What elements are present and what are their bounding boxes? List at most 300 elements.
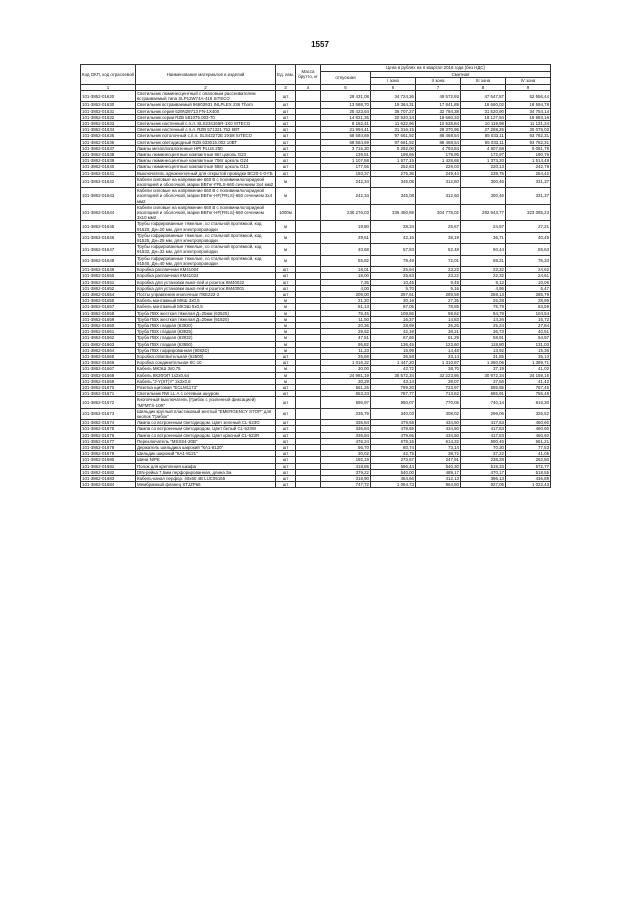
row-code: 101-3862-01666 <box>81 360 136 366</box>
row-zone1-price: 20 920,24 <box>371 114 416 120</box>
row-release-price: 13 588,70 <box>321 102 371 108</box>
row-release-price: 68 584,69 <box>321 139 371 145</box>
column-number: 1 <box>81 84 136 91</box>
table-row <box>81 204 551 221</box>
row-zone1-price: 16,37 <box>371 316 416 322</box>
row-name: Светильник светодиодный RZB 633016.002 10ВТ <box>136 139 276 145</box>
row-zone1-price: 34 724,36 <box>371 91 416 102</box>
row-name: Трубы гофрированные тяжелые, со стальной протяжкой, код 91525, Дн=25 мм, для электропроводки <box>136 232 276 243</box>
row-zone4-price: 262,80 <box>506 457 551 463</box>
row-unit: шт <box>276 432 296 438</box>
row-zone2-price: 25,67 <box>416 221 461 232</box>
row-release-price: 418,85 <box>321 463 371 469</box>
row-zone4-price: 30 075,03 <box>506 127 551 133</box>
row-code: 101-3862-01630 <box>81 102 136 108</box>
row-zone2-price: 304 779,02 <box>416 204 461 221</box>
row-code: 101-3862-01632 <box>81 114 136 120</box>
row-unit: м <box>276 366 296 372</box>
row-unit: шт <box>276 285 296 291</box>
row-zone1-price: 540,00 <box>371 469 416 475</box>
row-zone3-price: 85 033,11 <box>461 139 506 145</box>
row-code: 101-3862-01684 <box>81 482 136 488</box>
table-row <box>81 397 551 408</box>
header-zone4: IV зона <box>506 78 551 85</box>
row-unit: м <box>276 244 296 255</box>
header-zone3: III зона <box>461 78 506 85</box>
row-release-price: 1 107,58 <box>321 158 371 164</box>
row-zone2-price: 229,03 <box>416 164 461 170</box>
row-name: Светильник люминесцентный с опаловым рассеивателем встраиваемый типа SLP12W74A-418 SITECO <box>136 91 276 102</box>
row-unit: м <box>276 316 296 322</box>
row-code: 101-3862-01636 <box>81 139 136 145</box>
row-zone4-price: 11 131,24 <box>506 121 551 127</box>
row-zone1-price: 1 577,15 <box>371 158 416 164</box>
row-code: 101-3862-01658 <box>81 310 136 316</box>
row-zone4-price: 40,51 <box>506 329 551 335</box>
row-zone2-price: 52,48 <box>416 244 461 255</box>
row-unit: шт <box>276 139 296 145</box>
row-zone3-price: 22,32 <box>461 273 506 279</box>
row-release-price: 18,00 <box>321 273 371 279</box>
row-unit: шт <box>276 102 296 108</box>
row-code: 101-3862-01645 <box>81 221 136 232</box>
row-zone3-price: 292 943,77 <box>461 204 506 221</box>
row-zone4-price: 18 594,78 <box>506 102 551 108</box>
row-zone1-price: 36 707,27 <box>371 108 416 114</box>
row-code: 101-3862-01638 <box>81 152 136 158</box>
row-zone4-price: 10,06 <box>506 279 551 285</box>
row-zone1-price: 252,83 <box>371 164 416 170</box>
header-release: отпускная <box>321 71 371 84</box>
row-zone1-price: 336 450,69 <box>371 204 416 221</box>
column-number: 2 <box>136 84 276 91</box>
header-unit: Ед. изм. <box>276 65 296 85</box>
row-zone4-price: 77,53 <box>506 444 551 450</box>
row-release-price: 7,35 <box>321 279 371 285</box>
row-name: Полок для крепления шкафа <box>136 463 276 469</box>
row-zone4-price: 572,77 <box>506 463 551 469</box>
row-zone1-price: 97 661,92 <box>371 133 416 139</box>
row-zone1-price: 43,14 <box>371 378 416 384</box>
row-unit: м <box>276 322 296 328</box>
row-zone4-price: 518,55 <box>506 469 551 475</box>
row-name: Кабель-канал перфор. 40х60 4В LUC05165 <box>136 476 276 482</box>
row-code: 101-3862-01669 <box>81 378 136 384</box>
row-unit: шт <box>276 145 296 151</box>
row-unit: м <box>276 298 296 304</box>
row-name: Трубы гофрированные тяжелые, со стальной протяжкой, код 91532, Дн=32 мм, для электропроводки <box>136 244 276 255</box>
row-release-price: 236 276,03 <box>321 204 371 221</box>
row-name: Светильник RW LL А с сетевым шнуром <box>136 391 276 397</box>
row-zone2-price: 1 428,68 <box>416 158 461 164</box>
row-unit: шт <box>276 127 296 133</box>
row-zone2-price: 312,60 <box>416 188 461 205</box>
row-zone3-price: 172,97 <box>461 152 506 158</box>
table-row <box>81 91 551 102</box>
row-release-price: 236,79 <box>321 408 371 419</box>
row-zone2-price: 434,50 <box>416 432 461 438</box>
row-release-price: 4,00 <box>321 285 371 291</box>
row-zone1-price: 42,72 <box>371 366 416 372</box>
row-zone4-price: 323 085,23 <box>506 204 551 221</box>
row-name: Светильник настенный с.п.л. SLS234165R-1X0 SITECO <box>136 121 276 127</box>
row-name: Коробка для установки выкл-лей и розеток КМ40022 <box>136 279 276 285</box>
row-zone2-price: 249,44 <box>416 170 461 176</box>
row-unit: м <box>276 310 296 316</box>
row-name: Коробка распаечная КМ41024 <box>136 273 276 279</box>
row-zone3-price: 85 033,11 <box>461 133 506 139</box>
row-name: Розетка щитовая "ECLM1173" <box>136 384 276 390</box>
row-code: 101-3862-01648 <box>81 255 136 266</box>
row-zone1-price: 678,15 <box>371 438 416 444</box>
row-zone4-price: 15,36 <box>506 347 551 353</box>
row-zone4-price: 27,84 <box>506 322 551 328</box>
row-unit: м <box>276 378 296 384</box>
row-zone4-price: 1 022,43 <box>506 482 551 488</box>
row-zone2-price: 123,60 <box>416 341 461 347</box>
column-number: 9 <box>506 84 551 91</box>
row-code: 101-3862-01657 <box>81 304 136 310</box>
row-code: 101-3862-01678 <box>81 444 136 450</box>
row-name: Шильдик круглый пластиковый желтый "EMERGENCY STOP" для кнопок "Грибок" <box>136 408 276 419</box>
header-price-group: Цена в рублях на II квартал 2016 года (без НДС) <box>321 65 551 72</box>
row-mass <box>296 176 321 187</box>
row-release-price: 30,29 <box>321 378 371 384</box>
row-zone4-price: 19 993,16 <box>506 114 551 120</box>
row-code: 101-3862-01665 <box>81 353 136 359</box>
row-release-price: 28 431,08 <box>321 91 371 102</box>
header-zone2: II зона <box>416 78 461 85</box>
row-zone3-price: 18 127,94 <box>461 114 506 120</box>
row-zone4-price: 1 389,71 <box>506 360 551 366</box>
row-zone1-price: 42,75 <box>371 451 416 457</box>
row-zone4-price: 93 782,31 <box>506 133 551 139</box>
row-zone1-price: 787,77 <box>371 391 416 397</box>
row-zone3-price: 37,19 <box>461 366 506 372</box>
row-code: 101-3862-01643 <box>81 188 136 205</box>
row-zone4-price: 34 754,14 <box>506 108 551 114</box>
row-zone2-price: 770,05 <box>416 397 461 408</box>
row-zone2-price: 5,16 <box>416 285 461 291</box>
row-release-price: 47,51 <box>321 335 371 341</box>
row-release-price: 747,72 <box>321 482 371 488</box>
row-zone4-price: 27,21 <box>506 221 551 232</box>
column-number: 8 <box>461 84 506 91</box>
row-zone2-price: 72,01 <box>416 255 461 266</box>
row-release-price: 24 981,19 <box>321 372 371 378</box>
row-zone3-price: 37,56 <box>461 378 506 384</box>
row-zone3-price: 4,96 <box>461 285 506 291</box>
row-zone2-price: 61,29 <box>416 335 461 341</box>
row-release-price: 336,84 <box>321 420 371 426</box>
row-zone1-price: 345,08 <box>371 176 416 187</box>
row-name: Светильник серии RZB 581075.003-70 <box>136 114 276 120</box>
row-zone4-price: 93 782,31 <box>506 139 551 145</box>
row-release-price: 553,23 <box>321 391 371 397</box>
row-zone4-price: 326,52 <box>506 408 551 419</box>
row-unit: м <box>276 341 296 347</box>
row-zone1-price: 15,99 <box>371 347 416 353</box>
row-zone2-price: 312,60 <box>416 176 461 187</box>
row-mass <box>296 244 321 255</box>
row-name: Кабели силовые на напряжение 660 В с поливинилхлоридной изоляцией и оболочкой, марки ВВГнг-HF(FRLS)-660 сечением 3х4 мм2 <box>136 188 276 205</box>
row-mass <box>296 204 321 221</box>
row-zone3-price: 36,71 <box>461 232 506 243</box>
row-zone3-price: 58,91 <box>461 335 506 341</box>
row-code: 101-3862-01683 <box>81 476 136 482</box>
row-zone3-price: 396,13 <box>461 476 506 482</box>
row-zone1-price: 11 622,96 <box>371 121 416 127</box>
row-zone2-price: 23,23 <box>416 267 461 273</box>
row-zone2-price: 614,32 <box>416 438 461 444</box>
row-zone3-price: 94,79 <box>461 310 506 316</box>
row-zone4-price: 460,60 <box>506 426 551 432</box>
row-code: 101-3862-01631 <box>81 108 136 114</box>
row-zone4-price: 756,48 <box>506 391 551 397</box>
row-code: 101-3862-01655 <box>81 298 136 304</box>
row-unit: шт <box>276 391 296 397</box>
row-zone4-price: 64,97 <box>506 335 551 341</box>
row-zone1-price: 80,74 <box>371 444 416 450</box>
header-estimate: Сметная <box>371 71 551 78</box>
row-unit: шт <box>276 158 296 164</box>
row-release-price: 30,02 <box>321 451 371 457</box>
row-release-price: 1 016,32 <box>321 360 371 366</box>
row-zone1-price: 850,07 <box>371 397 416 408</box>
row-unit: 1000м <box>276 204 296 221</box>
row-zone4-price: 24,62 <box>506 267 551 273</box>
row-zone2-price: 38,19 <box>416 232 461 243</box>
row-release-price: 61,13 <box>321 304 371 310</box>
row-zone1-price: 479,65 <box>371 426 416 432</box>
row-zone4-price: 35,13 <box>506 353 551 359</box>
row-zone1-price: 79,49 <box>371 255 416 266</box>
row-code: 101-3862-01639 <box>81 158 136 164</box>
row-zone1-price: 25,64 <box>371 267 416 273</box>
row-zone3-price: 24,67 <box>461 221 506 232</box>
row-unit: шт <box>276 476 296 482</box>
row-zone2-price: 9,49 <box>416 279 461 285</box>
row-code: 101-3862-01647 <box>81 244 136 255</box>
row-unit: шт <box>276 397 296 408</box>
table-row <box>81 408 551 419</box>
row-zone4-price: 460,60 <box>506 420 551 426</box>
row-name: Труба ПВХ гофрированная (9082D) <box>136 347 276 353</box>
row-zone3-price: 13,92 <box>461 347 506 353</box>
row-name: Лампы люминесцентные компактные 58вт цоколь G13 <box>136 164 276 170</box>
row-code: 101-3862-01637 <box>81 145 136 151</box>
header-zone1: I зона <box>371 78 416 85</box>
row-zone3-price: 239,75 <box>461 170 506 176</box>
row-release-price: 29,62 <box>321 329 371 335</box>
table-row <box>81 244 551 255</box>
row-zone2-price: 713,62 <box>416 391 461 397</box>
row-zone1-price: 87,05 <box>371 304 416 310</box>
row-unit: шт <box>276 164 296 170</box>
row-code: 101-3862-01659 <box>81 316 136 322</box>
row-zone1-price: 454,66 <box>371 476 416 482</box>
row-release-price: 192,19 <box>321 457 371 463</box>
row-unit: м <box>276 335 296 341</box>
row-code: 101-3862-01673 <box>81 408 136 419</box>
row-zone4-price: 436,89 <box>506 476 551 482</box>
row-unit: м <box>276 176 296 187</box>
row-release-price: 139,51 <box>321 152 371 158</box>
row-zone1-price: 479,65 <box>371 432 416 438</box>
row-zone4-price: 41,05 <box>506 451 551 457</box>
row-zone1-price: 42,18 <box>371 329 416 335</box>
row-release-price: 18,01 <box>321 267 371 273</box>
row-name: Трубы гофрированные тяжелые, со стальной протяжкой, код 91540, Дн=40 мм, для электропроводки <box>136 255 276 266</box>
row-name: Трубы гофрированные тяжелые, со стальной протяжкой, код 91520, Дн=20 мм, для электропроводки <box>136 221 276 232</box>
row-zone4-price: 331,37 <box>506 188 551 205</box>
row-zone2-price: 28 370,96 <box>416 127 461 133</box>
row-zone1-price: 97 661,92 <box>371 139 416 145</box>
row-code: 101-3862-01674 <box>81 420 136 426</box>
row-zone4-price: 52 556,44 <box>506 91 551 102</box>
row-release-price: 11,50 <box>321 316 371 322</box>
row-name: Труба ПВХ жесткая тяжелая Д=20мм (91820) <box>136 316 276 322</box>
row-zone1-price: 297,61 <box>371 291 416 297</box>
row-release-price: 11,23 <box>321 347 371 353</box>
row-code: 101-3862-01652 <box>81 285 136 291</box>
row-zone4-price: 131,03 <box>506 341 551 347</box>
row-zone1-price: 31 316,15 <box>371 127 416 133</box>
row-name: Лампа со встроенным светодиодом. Цвет зеленый CL-523G <box>136 420 276 426</box>
row-name: Держатель шильдика широкий "КА1-8120" <box>136 444 276 450</box>
row-name: Кабель монтажный МКЭШ 5х0,5 <box>136 304 276 310</box>
column-number: 5 <box>321 84 371 91</box>
row-zone3-price: 75,79 <box>461 304 506 310</box>
row-zone4-price: 24,61 <box>506 273 551 279</box>
row-code: 101-3862-01640 <box>81 164 136 170</box>
row-zone3-price: 70,30 <box>461 444 506 450</box>
row-unit: шт <box>276 444 296 450</box>
row-zone2-price: 27,35 <box>416 298 461 304</box>
row-unit: м <box>276 347 296 353</box>
table-row <box>81 482 551 488</box>
row-code: 101-3862-01682 <box>81 469 136 475</box>
row-code: 101-3862-01660 <box>81 322 136 328</box>
row-zone3-price: 296,06 <box>461 408 506 419</box>
row-unit: шт <box>276 353 296 359</box>
row-zone2-price: 308,02 <box>416 408 461 419</box>
row-unit: шт <box>276 291 296 297</box>
row-name: Шина N/PE <box>136 457 276 463</box>
row-code: 101-3862-01661 <box>81 329 136 335</box>
row-code: 101-3862-01679 <box>81 451 136 457</box>
row-zone2-price: 49 572,93 <box>416 91 461 102</box>
row-zone1-price: 19 364,31 <box>371 102 416 108</box>
row-name: Мембранный фланец STJZP66 <box>136 482 276 488</box>
row-unit: шт <box>276 133 296 139</box>
row-name: Лампы металлогалогенные HPI PLUS 250 <box>136 145 276 151</box>
row-code: 101-3862-01650 <box>81 273 136 279</box>
row-code: 101-3862-01651 <box>81 279 136 285</box>
row-unit: м <box>276 329 296 335</box>
row-zone4-price: 5,47 <box>506 285 551 291</box>
table-row <box>81 188 551 205</box>
row-zone1-price: 799,20 <box>371 384 416 390</box>
row-zone3-price: 69,21 <box>461 255 506 266</box>
row-zone1-price: 340,03 <box>371 408 416 419</box>
row-unit: шт <box>276 420 296 426</box>
row-unit: шт <box>276 457 296 463</box>
row-zone1-price: 1 447,20 <box>371 360 416 366</box>
row-unit: м <box>276 372 296 378</box>
row-zone2-price: 88 468,54 <box>416 139 461 145</box>
row-unit: шт <box>276 273 296 279</box>
row-zone4-price: 34 159,16 <box>506 372 551 378</box>
row-zone1-price: 1 064,73 <box>371 482 416 488</box>
row-zone4-price: 28,99 <box>506 298 551 304</box>
row-zone3-price: 300,46 <box>461 188 506 205</box>
row-release-price: 20,36 <box>321 322 371 328</box>
row-code: 101-3862-01635 <box>81 133 136 139</box>
row-mass <box>296 255 321 266</box>
row-zone3-price: 47 647,87 <box>461 91 506 102</box>
row-zone1-price: 479,65 <box>371 420 416 426</box>
row-mass <box>296 397 321 408</box>
row-zone1-price: 28,99 <box>371 322 416 328</box>
row-release-price: 3 716,30 <box>321 145 371 151</box>
row-release-price: 379,22 <box>321 469 371 475</box>
page-number: 1557 <box>311 40 329 49</box>
row-name: Труба ПВХ гладкая (63925) <box>136 329 276 335</box>
row-name: Лампы люминесцентные компактные 9вт цоколь G23 <box>136 152 276 158</box>
row-release-price: 242,34 <box>321 176 371 187</box>
row-zone1-price: 10,46 <box>371 279 416 285</box>
row-zone2-price: 38,72 <box>416 451 461 457</box>
row-name: Кабели силовые на напряжение 660 В с поливинилхлоридной изоляцией и оболочкой, марки ВВГнг-FRLS-660 сечением 3х4 мм2 <box>136 176 276 187</box>
row-zone2-price: 32 223,86 <box>416 372 461 378</box>
row-zone2-price: 269,59 <box>416 291 461 297</box>
row-release-price: 19,80 <box>321 221 371 232</box>
column-number: 4 <box>296 84 321 91</box>
row-zone4-price: 41,02 <box>506 366 551 372</box>
header-mass: Масса брутто, кг <box>296 65 321 85</box>
row-name: Коробка для установки выкл-лей и розеток КМ40001 <box>136 285 276 291</box>
table-row <box>81 232 551 243</box>
row-mass <box>296 188 321 205</box>
row-zone3-price: 685,91 <box>461 391 506 397</box>
row-zone3-price: 25,24 <box>461 322 506 328</box>
row-code: 101-3862-01662 <box>81 335 136 341</box>
row-zone1-price: 28,34 <box>371 221 416 232</box>
row-zone4-price: 76,33 <box>506 255 551 266</box>
table-row <box>81 176 551 187</box>
header-name: Наименование материалов и изделий <box>136 65 276 85</box>
row-zone4-price: 264,42 <box>506 170 551 176</box>
row-unit: шт <box>276 114 296 120</box>
row-zone3-price: 14,26 <box>461 316 506 322</box>
row-zone2-price: 33,14 <box>416 353 461 359</box>
row-release-price: 21 994,41 <box>321 127 371 133</box>
row-zone1-price: 30,19 <box>371 298 416 304</box>
row-unit: шт <box>276 152 296 158</box>
row-release-price: 21,20 <box>321 298 371 304</box>
row-zone4-price: 285,79 <box>506 291 551 297</box>
row-code: 101-3862-01663 <box>81 341 136 347</box>
row-code: 101-3862-01642 <box>81 176 136 187</box>
row-name: Коробка распаечная КМ41004 <box>136 267 276 273</box>
row-mass <box>296 91 321 102</box>
row-code: 101-3862-01668 <box>81 372 136 378</box>
row-name: Лампа со встроенным светодиодом. Цвет белый CL-523W <box>136 426 276 432</box>
row-zone3-price: 927,05 <box>461 482 506 488</box>
row-name: Кабели силовые на напряжение 660 В с поливинилхлоридной изоляцией и оболочкой, марки ВВГнг-HF(FRLS)-660 сечением 3х10 мм2 <box>136 204 276 221</box>
row-release-price: 30,00 <box>321 366 371 372</box>
